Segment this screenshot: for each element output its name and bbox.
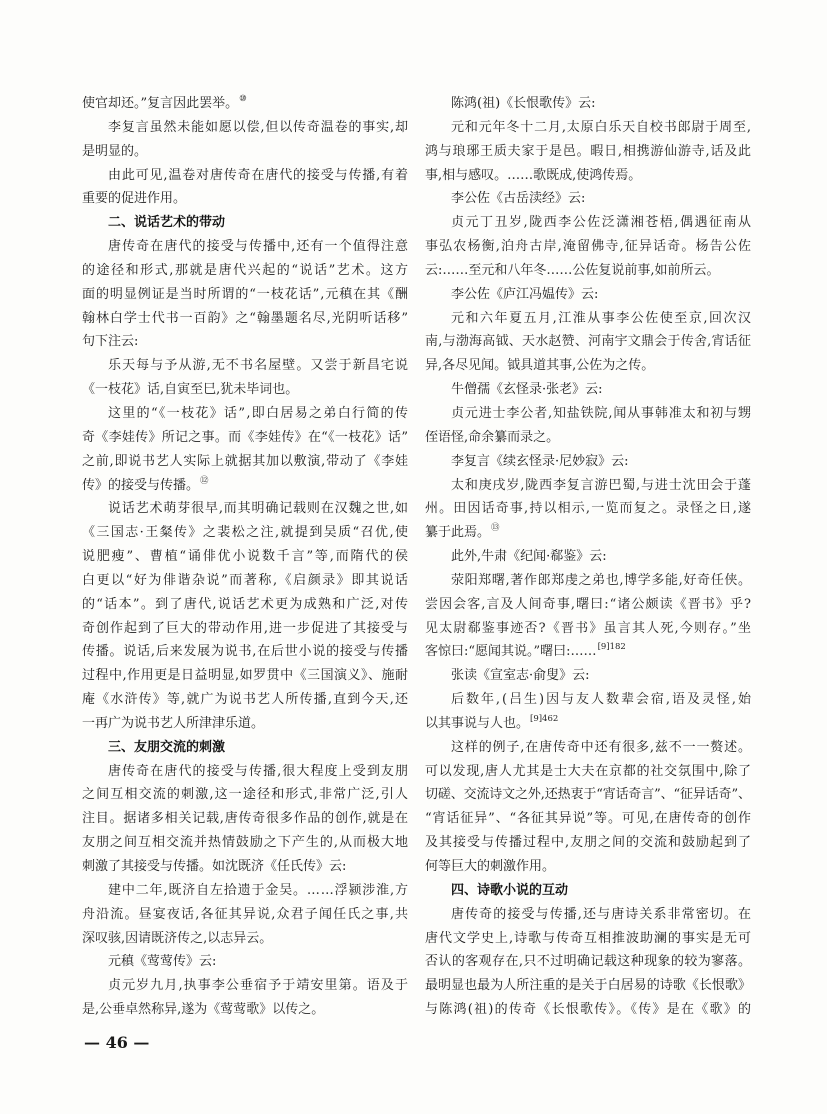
line-text: 乐天每与予从游,无不书名屋壁。又尝于新昌宅说 — [108, 358, 410, 374]
line-text: 是明显的。 — [82, 143, 148, 159]
line-text: 这样的例子,在唐传奇中还有很多,兹不一一赘述。 — [451, 739, 752, 755]
text-line — [82, 474, 408, 498]
line-text: 之前,即说书艺人实际上就据其加以敷演,带动了《李娃 — [82, 453, 409, 469]
line-text: 面的明显例证是当时所谓的“一枝花话”,元稹在其《酬 — [82, 286, 409, 302]
paragraph — [82, 164, 408, 212]
line-text: 由此可见,温卷对唐传奇在唐代的接受与传播,有着 — [108, 167, 409, 183]
paragraph — [82, 116, 408, 164]
text-line — [425, 760, 751, 784]
line-text: 与陈鸿(祖)的传奇《长恨歌传》。《传》是在《歌》的 — [425, 1002, 753, 1018]
paragraph-continued — [82, 92, 408, 116]
block-quotation — [425, 116, 751, 188]
text-line — [425, 736, 751, 760]
block-quotation — [82, 974, 408, 1022]
text-line — [82, 855, 408, 879]
text-line — [82, 903, 408, 927]
line-text: 元和元年冬十二月,太原白乐天自校书郎尉于周至, — [451, 119, 752, 135]
text-line — [82, 307, 408, 331]
line-text: 太和庚戌岁,陇西李复言游巴蜀,与进士沈田会于蓬 — [451, 477, 752, 493]
block-quotation — [425, 474, 751, 546]
section-heading: 三、友朋交流的刺激 — [108, 739, 226, 755]
paragraph — [425, 92, 751, 116]
text-line — [425, 998, 751, 1022]
line-text: 建中二年,既济自左拾遗于金吴。……浮颍涉淮,方 — [108, 882, 409, 898]
text-line — [82, 378, 408, 402]
line-text: 过程中,作用更是日益明显,如罗贯中《三国演义》、施耐 — [82, 668, 409, 684]
line-text: 传播。说话,后来发展为说书,在后世小说的接受与传播 — [82, 644, 409, 660]
text-line — [82, 450, 408, 474]
line-text: 荥阳郑曙,著作郎郑虔之弟也,博学多能,好奇任侠。 — [451, 572, 752, 588]
text-line — [425, 283, 751, 307]
line-text: 唐传奇在唐代的接受与传播,很大程度上受到友朋 — [108, 763, 410, 779]
text-line — [82, 521, 408, 545]
paragraph — [425, 736, 751, 879]
text-line — [425, 927, 751, 951]
line-text: 贞元丁丑岁,陇西李公佐泛潇湘苍梧,偶遇征南从 — [451, 215, 753, 231]
page-number: — 46 — — [84, 1033, 150, 1052]
line-text: 说话艺术萌芽很早,而其明确记载则在汉魏之世,如 — [108, 501, 409, 517]
paragraph — [82, 760, 408, 879]
text-line — [425, 116, 751, 140]
line-text: 唐传奇的接受与传播,还与唐诗关系非常密切。在 — [451, 906, 753, 922]
text-line — [425, 974, 751, 998]
line-text: 侄语怪,命余纂而录之。 — [425, 429, 560, 445]
line-text: 南,与渤海高钺、天水赵赞、河南宇文鼎会于传舍,宵话征 — [425, 334, 752, 350]
text-line — [82, 640, 408, 664]
text-line — [82, 569, 408, 593]
left-text-column — [82, 92, 408, 1022]
line-text: 李复言《续玄怪录·尼妙寂》云: — [451, 453, 629, 469]
text-line — [82, 235, 408, 259]
text-line — [425, 569, 751, 593]
block-quotation — [425, 307, 751, 379]
text-line — [425, 402, 751, 426]
text-line — [425, 807, 751, 831]
right-text-column — [425, 92, 751, 1022]
text-line — [82, 187, 408, 211]
section-heading: 二、说话艺术的带动 — [108, 215, 226, 231]
footnote-ref: ⑬ — [491, 523, 500, 534]
line-text: 李复言虽然未能如愿以偿,但以传奇温卷的事实,却 — [108, 119, 409, 135]
line-text: 李公佐《古岳渎经》云: — [451, 191, 586, 207]
text-line — [82, 402, 408, 426]
text-line — [82, 927, 408, 951]
line-text: 客惊曰:“愿闻其说。”曙曰:…… — [425, 644, 597, 660]
text-line — [82, 283, 408, 307]
line-text: 翰林白学士代书一百韵》之“翰墨题名尽,光阴听话移” — [82, 310, 409, 326]
line-text: 元稹《莺莺传》云: — [108, 954, 217, 970]
line-text: 后数年,(吕生)因与友人数辈会宿,语及灵怪,始 — [451, 692, 753, 708]
text-line — [425, 92, 751, 116]
citation-ref: [9]462 — [530, 713, 559, 724]
text-line — [82, 879, 408, 903]
text-line — [82, 426, 408, 450]
line-text: “宵话征异”、“各征其异说”等。可见,在唐传奇的创作 — [425, 811, 752, 827]
text-line — [425, 211, 751, 235]
line-text: 尝因会客,言及人间奇事,曙曰:“诸公颇读《晋书》乎? — [425, 596, 753, 612]
block-quotation — [82, 879, 408, 951]
paragraph — [425, 378, 751, 402]
line-text: 刺激了其接受与传播。如沈既济《任氏传》云: — [82, 859, 347, 874]
section-heading: 四、诗歌小说的互动 — [451, 882, 569, 898]
paragraph — [82, 497, 408, 735]
line-text: 白更以“好为俳谐杂说”而著称,《启颜录》即其说话 — [82, 572, 410, 588]
text-line — [82, 593, 408, 617]
line-text: 《三国志·王粲传》之裴松之注,就提到吴质“召优,使 — [82, 525, 410, 541]
text-line — [425, 164, 751, 188]
paragraph — [82, 235, 408, 354]
text-line — [425, 640, 751, 664]
text-line — [82, 760, 408, 784]
paragraph — [425, 664, 751, 688]
text-line — [425, 378, 751, 402]
line-text: 奇《李娃传》所记之事。而《李娃传》在“《一枝花》话” — [82, 429, 409, 445]
paragraph — [425, 283, 751, 307]
line-text: 以其事说与人也。 — [425, 715, 530, 731]
text-line — [425, 855, 751, 879]
text-line — [82, 998, 408, 1022]
footnote-ref: ⑩ — [239, 94, 247, 104]
paragraph — [82, 402, 408, 497]
text-line — [425, 330, 751, 354]
paragraph — [425, 450, 751, 474]
text-line — [82, 330, 408, 354]
line-text: 友朋之间互相交流并热情鼓励之下产生的,从而极大地 — [82, 835, 409, 851]
paragraph — [425, 187, 751, 211]
line-text: 深叹骇,因请既济传之,以志异云。 — [82, 930, 273, 946]
paragraph — [425, 903, 751, 1022]
text-line — [425, 474, 751, 498]
text-line — [82, 116, 408, 140]
line-text: 牛僧孺《玄怪录·张老》云: — [451, 382, 603, 398]
text-line — [82, 259, 408, 283]
text-line — [82, 92, 408, 116]
text-line — [82, 354, 408, 378]
line-text: 贞元岁九月,执事李公垂宿予于靖安里第。语及于 — [108, 978, 410, 994]
text-line — [425, 688, 751, 712]
text-line — [425, 950, 751, 974]
text-line — [425, 712, 751, 736]
text-line — [82, 974, 408, 998]
line-text: 的“话本”。到了唐代,说话艺术更为成熟和广泛,对传 — [82, 596, 410, 612]
text-line — [82, 140, 408, 164]
text-line — [82, 783, 408, 807]
line-text: 说肥瘦”、曹植“诵俳优小说数千言”等,而隋代的侯 — [82, 549, 410, 565]
text-line — [425, 593, 751, 617]
citation-ref: [9]182 — [597, 642, 626, 653]
line-text: 元和六年夏五月,江淮从事李公佐使至京,回次汉 — [451, 310, 753, 326]
block-quotation — [425, 211, 751, 283]
text-line — [82, 950, 408, 974]
text-line — [82, 712, 408, 736]
text-line — [425, 187, 751, 211]
line-text: 舟沿流。昼宴夜话,各征其异说,众君子闻任氏之事,共 — [82, 906, 410, 922]
line-text: 纂于此焉。 — [425, 525, 491, 541]
text-line — [425, 450, 751, 474]
text-line — [82, 164, 408, 188]
line-text: 陈鸿(祖)《长恨歌传》云: — [451, 96, 596, 111]
text-line — [425, 354, 751, 378]
line-text: 的途径和形式,那就是唐代兴起的“说话”艺术。这方 — [82, 262, 410, 278]
text-line — [82, 807, 408, 831]
text-line — [82, 617, 408, 641]
paragraph — [425, 545, 751, 569]
text-line — [425, 307, 751, 331]
text-line — [425, 497, 751, 521]
text-line — [425, 140, 751, 164]
line-text: 鸿与琅琊王质夫家于是邑。暇日,相携游仙游寺,话及此 — [425, 143, 752, 159]
line-text: 一再广为说书艺人所津津乐道。 — [82, 715, 265, 731]
line-text: 张读《宣室志·俞叟》云: — [451, 668, 590, 684]
block-quotation — [425, 688, 751, 736]
line-text: 此外,牛肃《纪闻·郗鉴》云: — [451, 549, 607, 565]
paragraph — [82, 950, 408, 974]
footnote-ref: ⑫ — [200, 475, 209, 486]
line-text: 州。田因话奇事,持以相示,一览而复之。录怪之日,遂 — [425, 501, 753, 517]
line-text: 唐传奇在唐代的接受与传播中,还有一个值得注意 — [108, 239, 410, 255]
line-text: 切磋、交流诗文之外,还热衷于“宵话奇言”、“征异话奇”、 — [425, 787, 751, 803]
line-text: 重要的促进作用。 — [82, 191, 187, 207]
text-line — [425, 426, 751, 450]
line-text: 之间互相交流的刺激,这一途径和形式,非常广泛,引人 — [82, 787, 410, 803]
line-text: 是,公垂卓然称异,遂为《莺莺歌》以传之。 — [82, 1002, 325, 1018]
text-line — [425, 831, 751, 855]
text-line — [82, 688, 408, 712]
line-text: 李公佐《庐江冯媪传》云: — [451, 286, 599, 302]
line-text: 传》的接受与传播。 — [82, 477, 200, 493]
text-line — [425, 617, 751, 641]
line-text: 云:……至元和八年冬……公佐复说前事,如前所云。 — [425, 262, 720, 278]
text-line — [425, 545, 751, 569]
line-text: 见太尉郗鉴事迹否?《晋书》虽言其人死,今则存。”坐 — [425, 620, 753, 636]
line-text: 可以发现,唐人尤其是士大夫在京都的社交氛围中,除了 — [425, 763, 752, 779]
line-text: 贞元进士李公者,知盐铁院,闻从事韩准太和初与甥 — [451, 405, 752, 421]
line-text: 最明显也最为人所注重的是关于白居易的诗歌《长恨歌》 — [425, 978, 752, 994]
line-text: 使官却还。”复言因此罢举。 — [82, 96, 239, 111]
text-line — [82, 664, 408, 688]
text-line — [425, 903, 751, 927]
line-text: 事,相与感叹。……歌既成,使鸿传焉。 — [425, 167, 642, 183]
block-quotation — [425, 569, 751, 664]
text-line — [425, 259, 751, 283]
line-text: 注目。据诸多相关记载,唐传奇很多作品的创作,就是在 — [82, 811, 409, 827]
line-text: 何等巨大的刺激作用。 — [425, 859, 556, 874]
line-text: 及其接受与传播过程中,友朋之间的交流和鼓励起到了 — [425, 835, 752, 851]
text-line — [82, 831, 408, 855]
text-line — [425, 521, 751, 545]
line-text: 异,各尽见闻。钺具道其事,公佐为之传。 — [425, 358, 655, 374]
text-line — [82, 497, 408, 521]
block-quotation — [82, 354, 408, 402]
text-line — [425, 235, 751, 259]
line-text: 事弘农杨衡,泊舟古岸,淹留佛寺,征异话奇。杨告公佐 — [425, 239, 753, 255]
text-line — [425, 783, 751, 807]
line-text: 奇创作起到了巨大的带动作用,进一步促进了其接受与 — [82, 620, 409, 636]
text-line — [82, 545, 408, 569]
line-text: 否认的客观存在,只不过明确记载这种现象的较为寥落。 — [425, 954, 752, 970]
line-text: 《一枝花》话,自寅至巳,犹未毕词也。 — [82, 382, 299, 398]
line-text: 句下注云: — [82, 334, 139, 350]
block-quotation — [425, 402, 751, 450]
line-text: 庵《水浒传》等,就广为说书艺人所传播,直到今天,还 — [82, 692, 410, 708]
line-text: 唐代文学史上,诗歌与传奇互相推波助澜的事实是无可 — [425, 930, 752, 946]
line-text: 这里的“《一枝花》话”,即白居易之弟白行简的传 — [108, 405, 410, 421]
text-line — [425, 664, 751, 688]
